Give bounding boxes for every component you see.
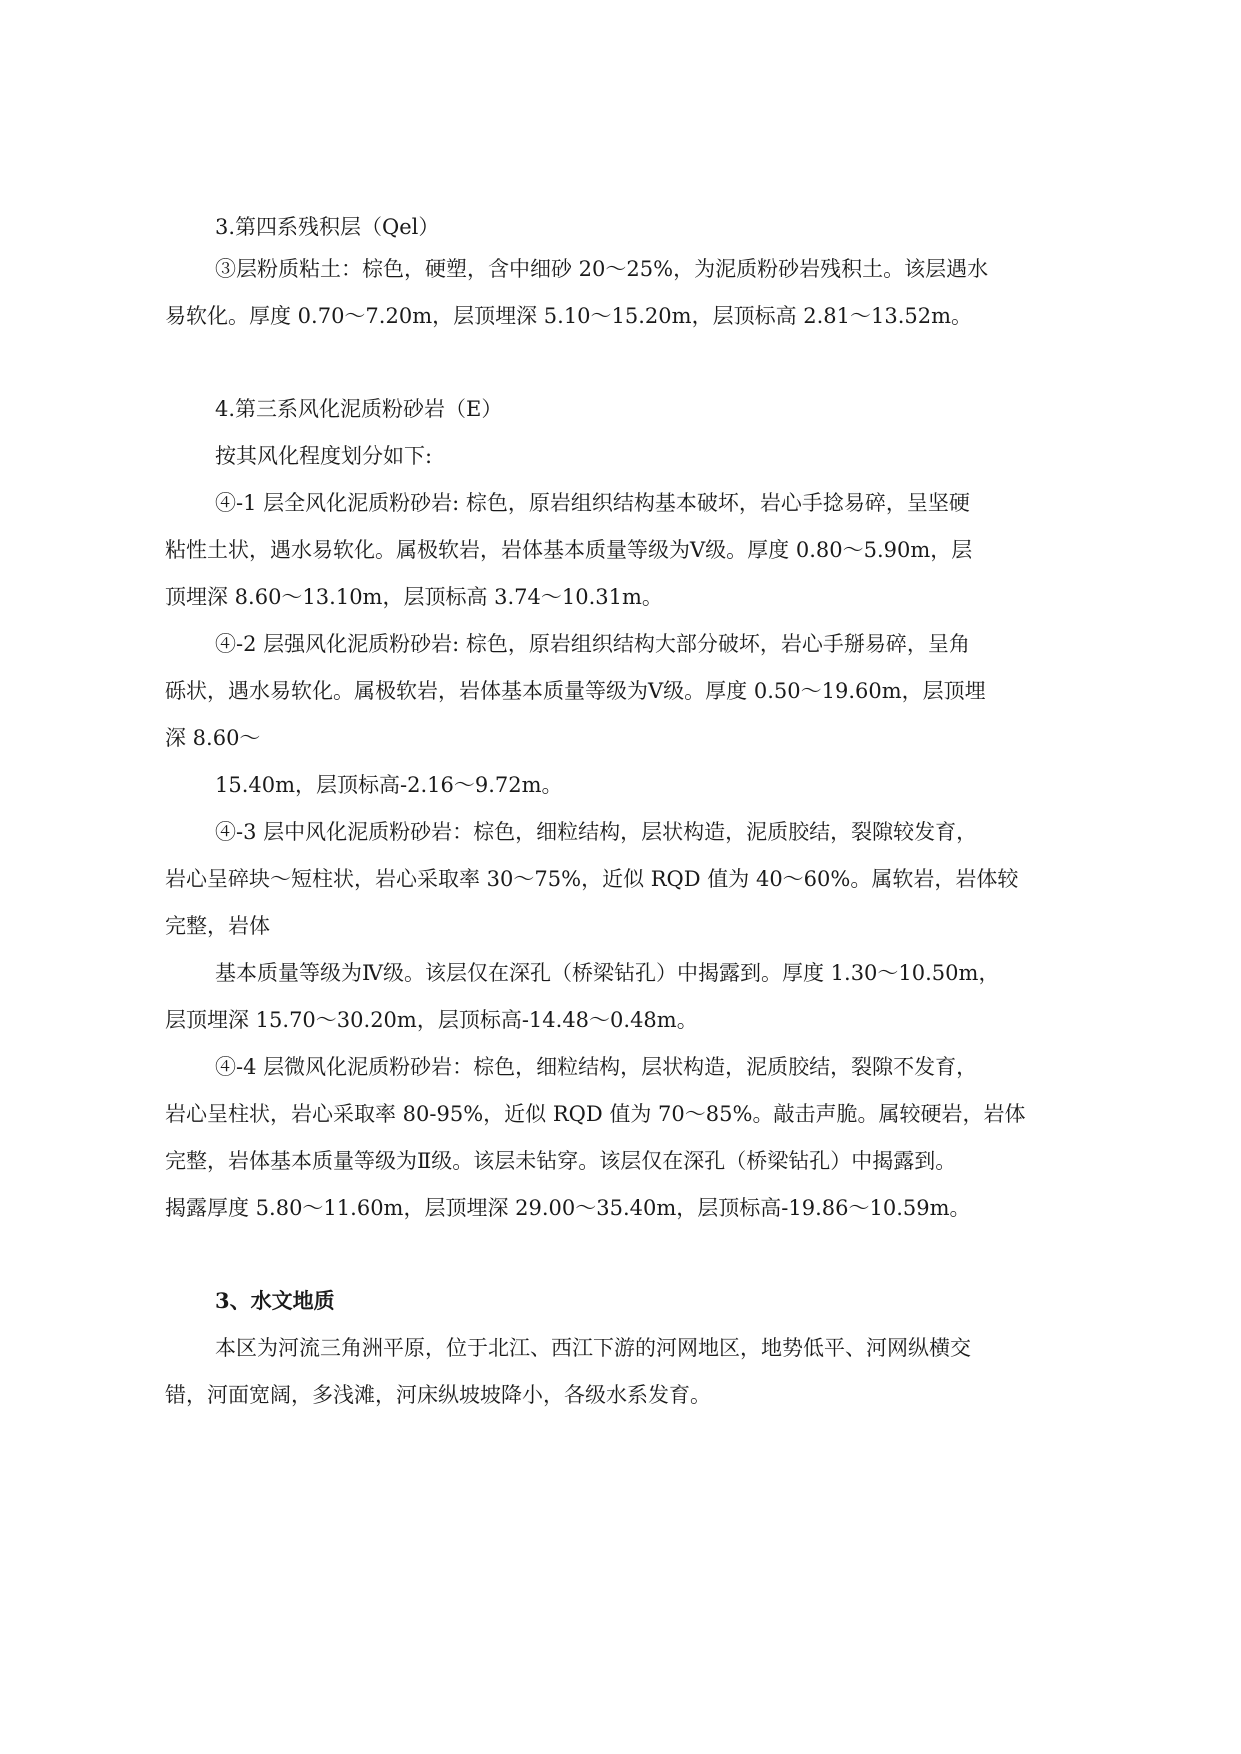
paragraph-hydrogeology-line1: 本区为河流三角洲平原，位于北江、西江下游的河网地区，地势低平、河网纵横交 — [215, 1336, 971, 1360]
paragraph-layer-4-1-line3: 顶埋深 8.60～13.10m，层顶标高 3.74～10.31m。 — [165, 585, 663, 609]
heading-quaternary-residual: 3.第四系残积层（Qel） — [215, 215, 440, 239]
paragraph-layer-4-3-line1: ④-3 层中风化泥质粉砂岩：棕色，细粒结构，层状构造，泥质胶结，裂隙较发育， — [215, 820, 978, 844]
paragraph-layer-4-4-line4: 揭露厚度 5.80～11.60m，层顶埋深 29.00～35.40m，层顶标高-19.86～10.59m。 — [165, 1196, 971, 1220]
paragraph-layer-4-2-line2: 砾状，遇水易软化。属极软岩，岩体基本质量等级为Ⅴ级。厚度 0.50～19.60m，层顶埋 — [165, 679, 986, 703]
paragraph-classification-intro: 按其风化程度划分如下: — [215, 444, 433, 468]
paragraph-layer-4-1-line2: 粘性土状，遇水易软化。属极软岩，岩体基本质量等级为Ⅴ级。厚度 0.80～5.90m，层 — [165, 538, 973, 562]
paragraph-layer-4-3-line5: 层顶埋深 15.70～30.20m，层顶标高-14.48～0.48m。 — [165, 1008, 698, 1032]
paragraph-layer-4-2-line3: 深 8.60～ — [165, 726, 261, 750]
paragraph-layer-4-3-line3: 完整，岩体 — [165, 914, 270, 938]
paragraph-layer-4-3-line2: 岩心呈碎块～短柱状，岩心采取率 30～75%，近似 RQD 值为 40～60%。属软岩，岩体较 — [165, 867, 1019, 891]
paragraph-layer-4-4-line1: ④-4 层微风化泥质粉砂岩：棕色，细粒结构，层状构造，泥质胶结，裂隙不发育， — [215, 1055, 978, 1079]
document-page — [165, 212, 1101, 1410]
paragraph-layer-4-4-line3: 完整，岩体基本质量等级为Ⅱ级。该层未钻穿。该层仅在深孔（桥梁钻孔）中揭露到。 — [165, 1149, 957, 1173]
heading-hydrogeology: 3、水文地质 — [215, 1288, 335, 1313]
paragraph-layer-4-4-line2: 岩心呈柱状，岩心采取率 80-95%，近似 RQD 值为 70～85%。敲击声脆。属较硬岩，岩体 — [165, 1102, 1026, 1126]
paragraph-silty-clay-line1: ③层粉质粘土：棕色，硬塑，含中细砂 20～25%，为泥质粉砂岩残积土。该层遇水 — [215, 257, 989, 281]
paragraph-layer-4-1-line1: ④-1 层全风化泥质粉砂岩: 棕色，原岩组织结构基本破坏，岩心手捻易碎，呈坚硬 — [215, 491, 970, 515]
paragraph-layer-4-2-line1: ④-2 层强风化泥质粉砂岩: 棕色，原岩组织结构大部分破坏，岩心手掰易碎，呈角 — [215, 632, 970, 656]
heading-tertiary-siltstone: 4.第三系风化泥质粉砂岩（E） — [215, 397, 503, 421]
paragraph-hydrogeology-line2: 错，河面宽阔，多浅滩，河床纵坡坡降小，各级水系发育。 — [165, 1383, 711, 1407]
paragraph-layer-4-2-line4: 15.40m，层顶标高-2.16～9.72m。 — [215, 773, 563, 797]
paragraph-layer-4-3-line4: 基本质量等级为Ⅳ级。该层仅在深孔（桥梁钻孔）中揭露到。厚度 1.30～10.50m， — [215, 961, 1000, 985]
paragraph-silty-clay-line2: 易软化。厚度 0.70～7.20m，层顶埋深 5.10～15.20m，层顶标高 2.81～13.52m。 — [165, 304, 973, 328]
